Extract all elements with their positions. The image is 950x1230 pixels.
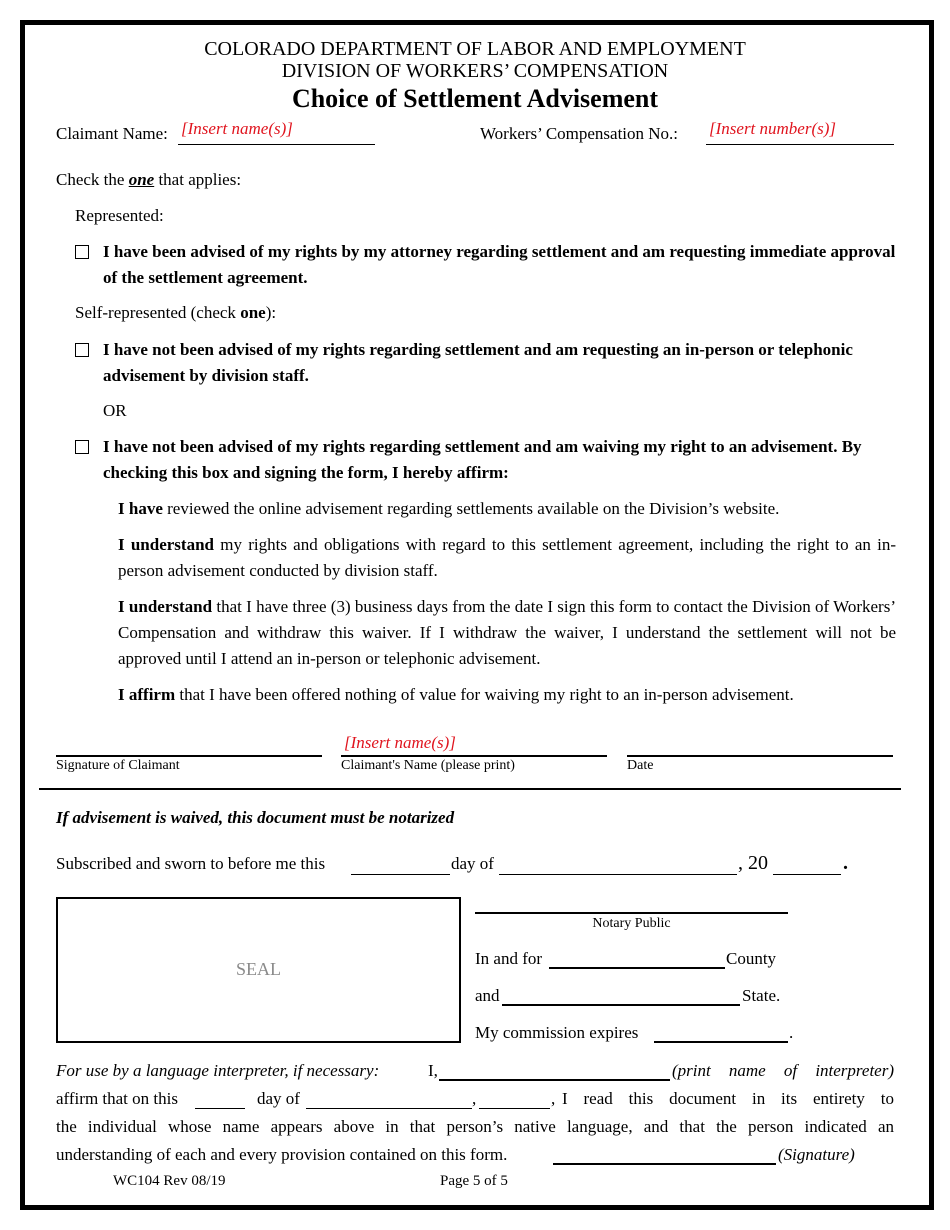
notary-signature-line[interactable] [475,912,788,914]
interpreter-lead: For use by a language interpreter, if necessary: [56,1061,380,1080]
notary-public-label: Notary Public [592,916,671,931]
interpreter-read-text: I read this document in its entirety to [562,1089,894,1108]
interpreter-signature-line[interactable] [553,1163,776,1165]
wc-number-label: Workers’ Compensation No.: [480,124,679,143]
interpreter-line-4: understanding of each and every provision contained on this form. [56,1145,508,1164]
advisement-waived-checkbox[interactable] [75,440,89,454]
claimant-signature-line[interactable] [56,755,322,757]
sworn-year-prefix: , 20 [738,852,768,874]
state-line[interactable] [502,1004,740,1006]
claimant-name-value[interactable]: [Insert name(s)] [181,119,293,138]
commission-end: . [789,1023,794,1042]
self-represented-label: Self-represented (check one): [75,303,277,322]
interpreter-affirm: affirm that on this [56,1089,178,1108]
interpreter-line-3: the individual whose name appears above in that person’s native language, and that the person indicated an [56,1117,894,1136]
sworn-year-line[interactable] [773,874,841,875]
represented-option-text: I have been advised of my rights by my attorney regarding settlement and am requesting immediate approval of the settlement agreement. [103,242,896,287]
or-separator: OR [103,401,127,420]
advisement-requested-text: I have not been advised of my rights regarding settlement and am requesting an in-person or telephonic advisement by division staff. [103,340,853,385]
sworn-period: . [843,852,848,874]
represented-checkbox[interactable] [75,245,89,259]
affirmation-3: I understand that I have three (3) business days from the date I sign this form to contact the Division of Workers’ Compensation and withdraw this waiver. If I withdraw the waiver, I understand the settlement will not be approved until I attend an in-person or telephonic advisement. [118,597,896,668]
seal-label: SEAL [236,959,281,979]
wc-number-value[interactable]: [Insert number(s)] [709,119,837,138]
county-suffix: County [726,949,777,968]
claimant-signature-label: Signature of Claimant [56,758,180,773]
county-line[interactable] [549,967,725,969]
claimant-name-label: Claimant Name: [56,124,168,143]
interpreter-day-of: day of [257,1089,300,1108]
notary-seal-box [56,897,461,1043]
check-one-instruction: Check the one that applies: [56,170,242,189]
interpreter-month-line[interactable] [306,1108,472,1109]
sworn-month-line[interactable] [499,874,737,875]
interpreter-comma-2: , [551,1089,556,1108]
affirmation-4: I affirm that I have been offered nothing of value for waiving my right to an in-person advisement. [118,685,794,704]
advisement-waived-text: I have not been advised of my rights regarding settlement and am waiving my right to an advisement. By checking this box and signing the form, I hereby affirm: [103,437,862,482]
claimant-printed-name-label: Claimant's Name (please print) [341,758,515,773]
page-number: Page 5 of 5 [440,1173,508,1189]
county-prefix: In and for [475,949,543,968]
advisement-requested-checkbox[interactable] [75,343,89,357]
commission-line[interactable] [654,1041,788,1043]
interpreter-signature-label: (Signature) [778,1145,855,1164]
page-title: Choice of Settlement Advisement [291,84,659,113]
claimant-printed-name-value[interactable]: [Insert name(s)] [344,733,456,752]
claimant-printed-name-line [341,755,607,757]
interpreter-day-line[interactable] [195,1108,245,1109]
sworn-prefix: Subscribed and sworn to before me this [56,854,326,873]
division-name: DIVISION OF WORKERS’ COMPENSATION [281,60,669,82]
sworn-day-line[interactable] [351,874,450,875]
interpreter-print-name-label: (print name of interpreter) [672,1061,894,1080]
state-suffix: State. [742,986,781,1005]
form-number: WC104 Rev 08/19 [113,1173,226,1189]
state-prefix: and [475,986,500,1005]
date-line[interactable] [627,755,893,757]
commission-label: My commission expires [475,1023,639,1042]
sworn-day-of: day of [451,854,494,873]
notarize-notice: If advisement is waived, this document must be notarized [56,808,455,827]
interpreter-i: I, [428,1061,438,1080]
affirmation-2: I understand my rights and obligations with regard to this settlement agreement, including the right to an in-person advisement conducted by division staff. [118,535,896,580]
section-divider [39,788,901,790]
represented-label: Represented: [75,206,164,225]
date-label: Date [627,758,654,773]
affirmation-1: I have reviewed the online advisement regarding settlements available on the Division’s website. [118,499,780,518]
interpreter-comma-1: , [472,1089,477,1108]
interpreter-year-line[interactable] [479,1108,550,1109]
wc-number-line [706,144,894,145]
agency-name: COLORADO DEPARTMENT OF LABOR AND EMPLOYMENT [204,38,746,60]
interpreter-name-line[interactable] [439,1079,670,1081]
claimant-name-line [178,144,375,145]
